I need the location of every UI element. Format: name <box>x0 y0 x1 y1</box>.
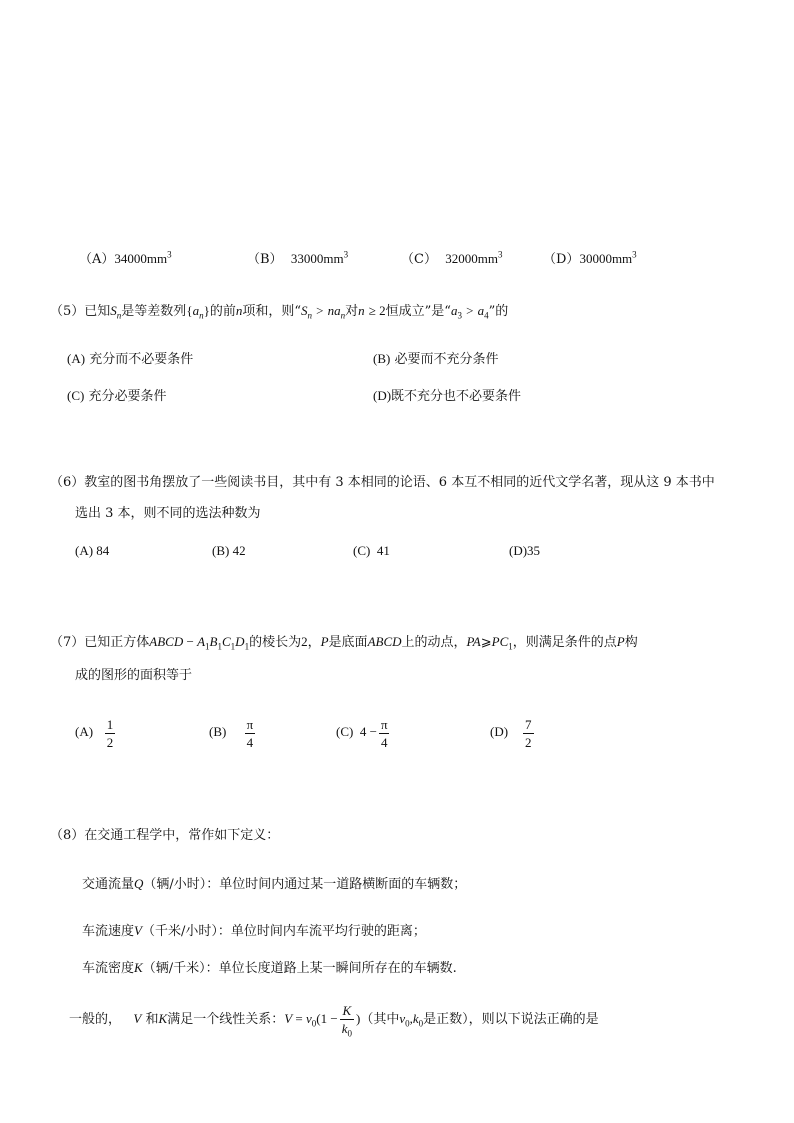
q4-option-d: $(D)30000mm^3$ <box>543 249 637 267</box>
q7-option-d-fraction: $\frac{7}{2}$ <box>525 716 532 750</box>
q6-option-c: (C) 41 <box>353 543 390 558</box>
q8-definition-flow: 交通流量Q（辆/小时）：单位时间内通过某一道路横断面的车辆数； <box>82 876 467 892</box>
q4-option-a: $(A)34000mm^3$ <box>79 249 172 267</box>
q6-stem-line2: 选出 3 本，则不同的选法种数为 <box>75 506 261 521</box>
q6-option-d: (D)35 <box>509 543 541 558</box>
q8-relation: 一般的， V 和K满足一个线性关系：$V = v_0(1$ − $\frac{K}{k_0}$ )（其中$v_0,k_0$是正数），则以下说法正确的是 <box>69 1003 599 1039</box>
q6-stem-line1: （6）教室的图书角摆放了一些阅读书目，其中有 3 本相同的论语、6 本互不相同的近代文学名著，现从这 9 本书中 <box>50 475 715 490</box>
q8-definition-speed: 车流速度V（千米/小时）：单位时间内车流平均行驶的距离； <box>82 923 426 939</box>
q6-option-b: (B) 42 <box>212 543 246 558</box>
q8-stem-line1: （8）在交通工程学中，常作如下定义： <box>50 828 280 843</box>
q5-stem: （5）已知$S_n$是等差数列$\{a_n\}$的前n项和，则“$S_n > na_n$对n ≥ 2恒成立”是“$a_3 > a_4$”的 <box>50 303 509 321</box>
q7-option-a: (A) $\frac{1}{2}$ <box>75 716 114 750</box>
q7-option-b-fraction: $\frac{\pi}{4}$ <box>246 716 254 750</box>
q4-option-c: （C） $32000mm^3$ <box>401 249 503 267</box>
q7-option-d: (D) $\frac{7}{2}$ <box>490 716 532 750</box>
q5-option-a: (A) 充分而不必要条件 <box>67 351 194 367</box>
q8-relation-fraction: $\frac{K}{k_0}$ <box>341 1003 352 1039</box>
q7-option-a-fraction: $\frac{1}{2}$ <box>106 716 114 750</box>
q5-option-c: (C) 充分必要条件 <box>67 388 167 404</box>
q7-option-c: (C) 4 − $\frac{\pi}{4}$ <box>336 716 388 750</box>
q6-option-a: (A) 84 <box>75 543 110 558</box>
q5-option-b: (B) 必要而不充分条件 <box>373 351 499 367</box>
q4-option-b: （B） $33000mm^3$ <box>247 249 349 267</box>
q5-option-d: (D)既不充分也不必要条件 <box>373 388 522 404</box>
q7-stem-line1: （7）已知正方体ABCD − $A_1B_1C_1D_1$的棱长为2，P是底面ABCD上的动点，$PA⩾PC_1$，则满足条件的点P构 <box>50 634 638 652</box>
q7-option-b: (B) $\frac{\pi}{4}$ <box>209 716 254 750</box>
q7-stem-line2: 成的图形的面积等于 <box>75 668 193 683</box>
q8-definition-density: 车流密度K（辆/千米）：单位长度道路上某一瞬间所存在的车辆数. <box>82 960 457 976</box>
q7-option-c-fraction: $\frac{\pi}{4}$ <box>380 716 388 750</box>
